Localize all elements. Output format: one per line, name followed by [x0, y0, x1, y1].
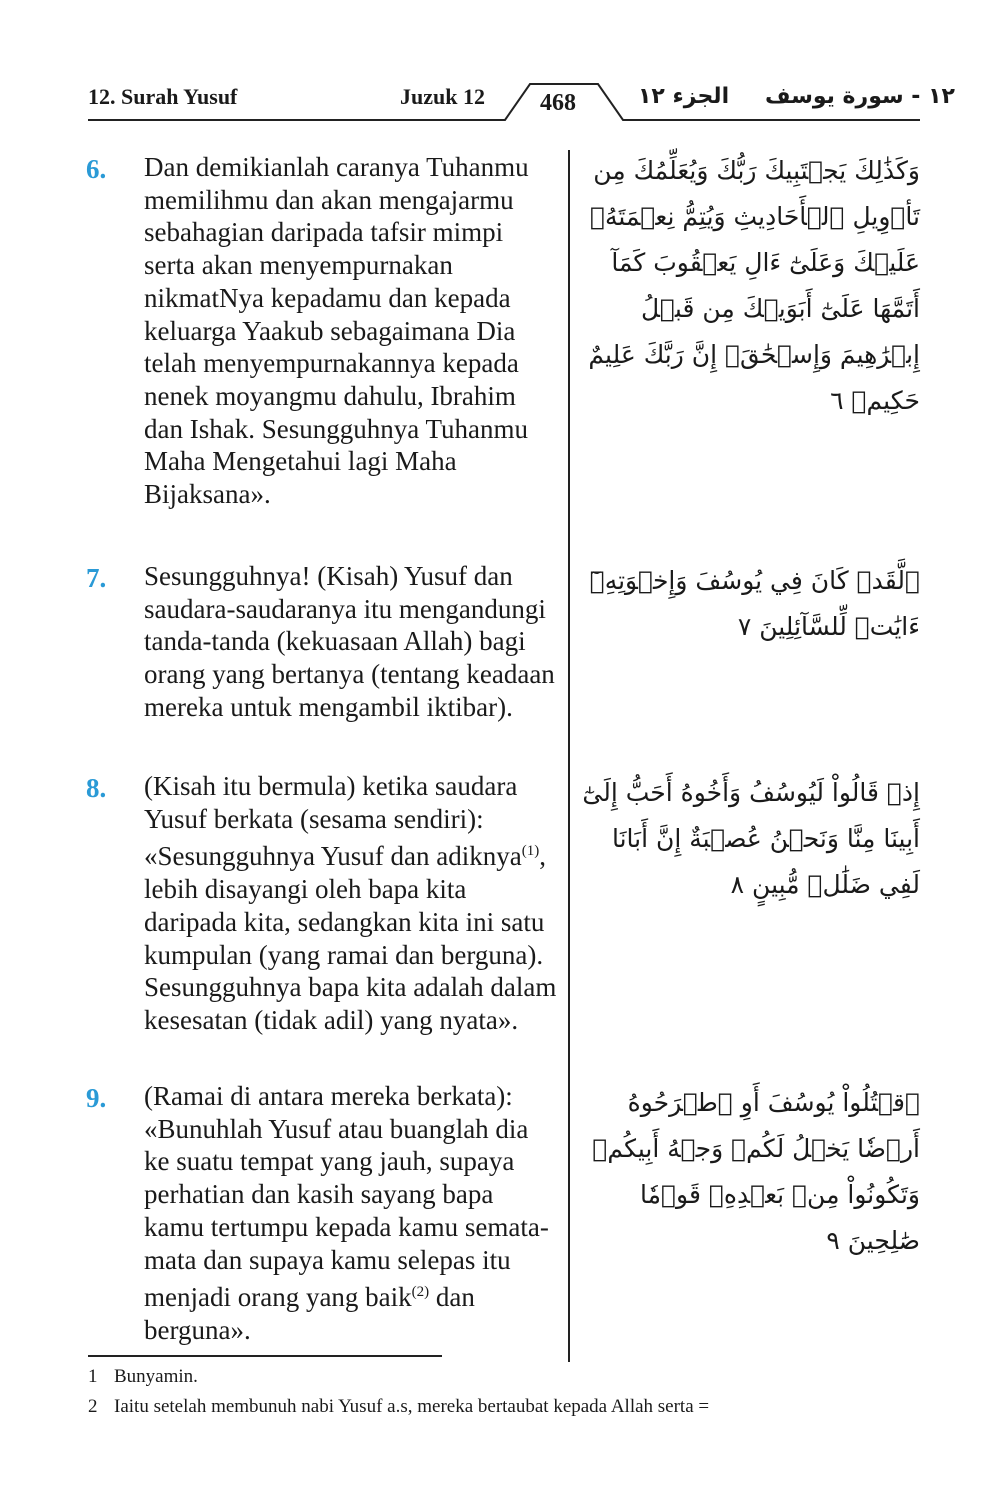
juz-label-latin: Juzuk 12	[400, 84, 485, 109]
footnote-ref: (1)	[521, 843, 540, 860]
verse-arabic: ۞لَّقَدۡ كَانَ فِي يُوسُفَ وَإِخۡوَتِهِۦٓ ءَايَٰتٞ لِّلسَّآئِلِينَ ٧	[589, 566, 920, 641]
footnote-text: Iaitu setelah membunuh nabi Yusuf a.s, mereka bertaubat kepada Allah serta =	[114, 1396, 710, 1417]
verse-number: 8.	[86, 773, 107, 803]
page-number: 468	[540, 90, 576, 116]
translation-part: (Ramai di antara mereka berkata): «Bunuhlah Yusuf atau buanglah dia ke suatu tempat yang jauh, supaya perhatian dan kasih sayang bapa kamu tertumpu kepada kamu semata-mata dan supaya kamu selepas itu menjadi orang yang baik	[144, 1081, 549, 1313]
juz-label-arabic: الجزء ١٢	[638, 84, 730, 109]
header-rule	[0, 0, 1000, 130]
footnote-text: Bunyamin.	[114, 1366, 198, 1387]
verse-number: 7.	[86, 563, 107, 593]
footnote-rule	[88, 1355, 442, 1357]
footnote	[88, 1396, 709, 1418]
verse-arabic: إِذۡ قَالُواْ لَيُوسُفُ وَأَخُوهُ أَحَبُّ إِلَىٰٓ أَبِينَا مِنَّا وَنَحۡنُ عُصۡبَةٌ إِنَّ أَبَانَا لَفِي ضَلَٰلٖ مُّبِينٍ ٨	[582, 778, 920, 899]
verse-translation	[144, 1080, 559, 1347]
verse-arabic: وَكَذَٰلِكَ يَجۡتَبِيكَ رَبُّكَ وَيُعَلِّمُكَ مِن تَأۡوِيلِ ٱلۡأَحَادِيثِ وَيُتِمُّ نِعۡمَتَهُۥ عَلَيۡكَ وَعَلَىٰٓ ءَالِ يَعۡقُوبَ كَمَآ أَتَمَّهَا عَلَىٰٓ أَبَوَيۡكَ مِن قَبۡلُ إِبۡرَٰهِيمَ وَإِسۡحَٰقَۚ إِنَّ رَبَّكَ عَلِيمٌ حَكِيمٞ ٦	[588, 156, 920, 415]
verse-arabic: ٱقۡتُلُواْ يُوسُفَ أَوِ ٱطۡرَحُوهُ أَرۡضٗا يَخۡلُ لَكُمۡ وَجۡهُ أَبِيكُمۡ وَتَكُونُواْ مِنۢ بَعۡدِهِۦ قَوۡمٗا صَٰلِحِينَ ٩	[592, 1088, 920, 1255]
verse-number: 9.	[86, 1083, 107, 1113]
verse-translation: Dan demikianlah caranya Tuhanmu memilihmu dan akan mengajarmu sebahagian daripada tafsir mimpi serta akan menyempurnakan nikmatNya kepadamu dan kepada keluarga Yaakub sebagaimana Dia telah menyempurnakannya kepada nenek moyangmu dahulu, Ibrahim dan Ishak. Sesungguhnya Tuhanmu Maha Mengetahui lagi Maha Bijaksana».	[144, 152, 529, 510]
translation-part: (Kisah itu bermula) ketika saudara Yusuf berkata (sesama sendiri): «Sesungguhnya Yusuf dan adiknya	[144, 771, 522, 872]
surah-title-arabic: ١٢ - سورة يوسف	[765, 84, 955, 109]
verse-number: 6.	[86, 154, 107, 184]
footnote-number: 2	[88, 1396, 98, 1417]
page-header	[0, 0, 1000, 130]
footnote	[88, 1366, 198, 1388]
surah-title-latin: 12. Surah Yusuf	[88, 84, 238, 109]
verse-translation	[144, 770, 559, 1037]
translation-part: , lebih disayangi oleh bapa kita daripada kita, sedangkan kita ini satu kumpulan (yang ramai dan berguna). Sesungguhnya bapa kita adalah dalam kesesatan (tidak adil) yang nyata».	[144, 841, 557, 1035]
translation-part: dan berguna».	[144, 1282, 475, 1345]
footnote-ref: (2)	[411, 1284, 430, 1301]
verse-translation: Sesungguhnya! (Kisah) Yusuf dan saudara-saudaranya itu mengandungi tanda-tanda (kekuasaan Allah) bagi orang yang bertanya (tentang keadaan mereka untuk mengambil iktibar).	[144, 561, 555, 722]
column-divider	[568, 150, 570, 1362]
footnote-number: 1	[88, 1366, 98, 1387]
